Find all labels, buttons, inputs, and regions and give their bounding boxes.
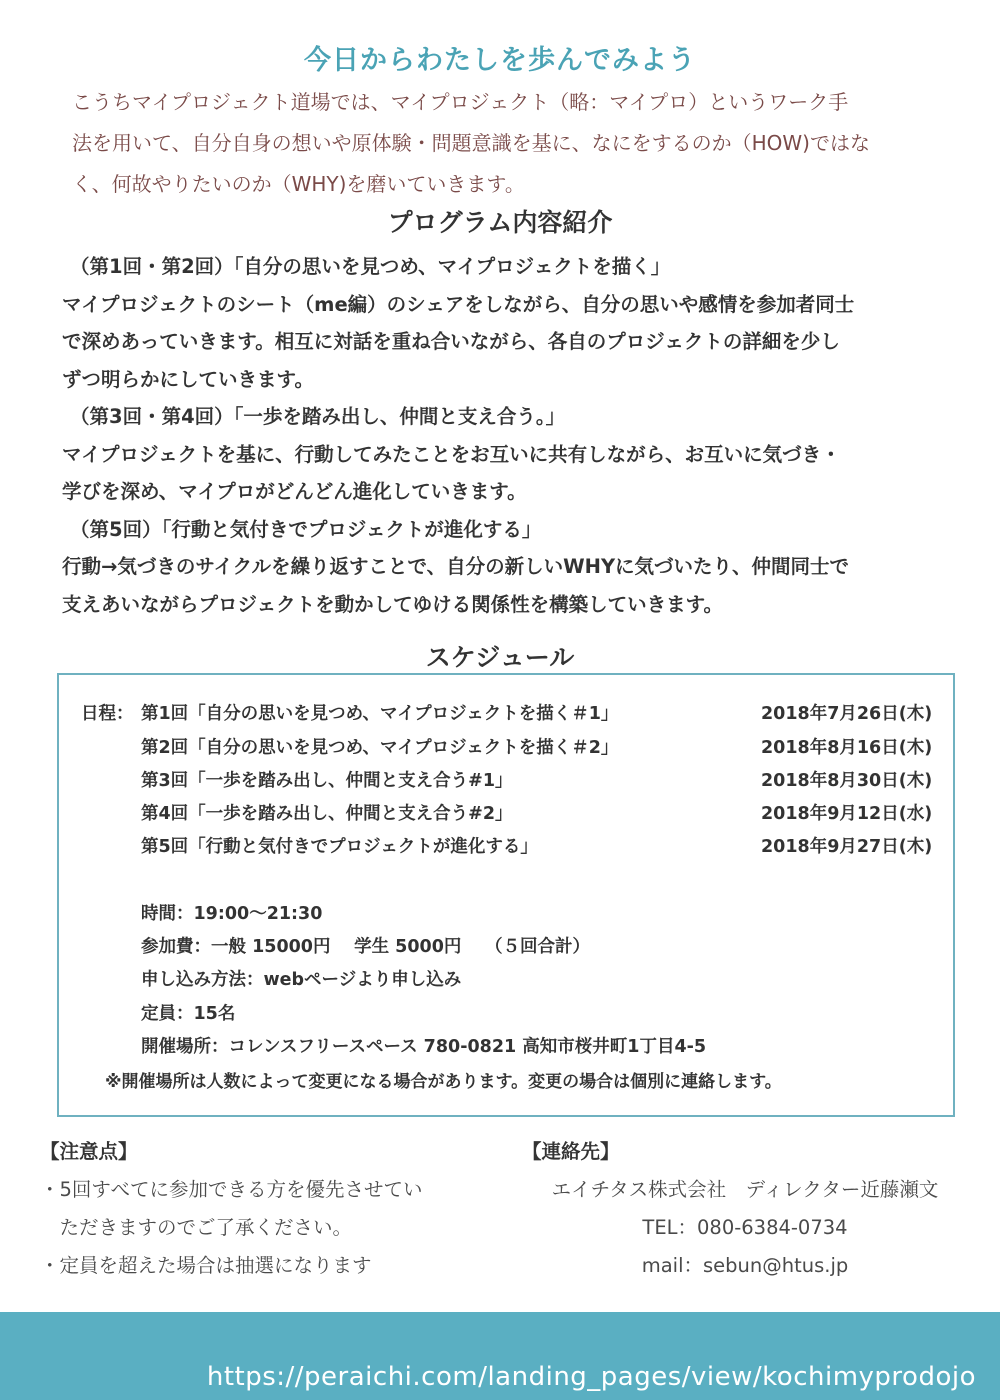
contact-mail: mail：sebun@htus.jp bbox=[641, 1254, 849, 1277]
session-title: （第3回・第4回）「一歩を踏み出し、仲間と支え合う。」 bbox=[70, 405, 566, 428]
contact-tel: TEL：080-6384-0734 bbox=[642, 1216, 848, 1239]
schedule-row bbox=[141, 700, 941, 725]
notes-line: ・5回すべてに参加できる方を優先させてい bbox=[40, 1178, 423, 1201]
session-line: で深めあっていきます。相互に対話を重ね合いながら、各自のプロジェクトの詳細を少し bbox=[62, 330, 840, 353]
schedule-date: 2018年8月16日(木) bbox=[761, 738, 933, 758]
schedule-session: 第5回「行動と気付きでプロジェクトが進化する」 bbox=[141, 837, 538, 857]
schedule-row bbox=[141, 734, 941, 759]
info-venue: 開催場所：コレンスフリースペース 780-0821 高知市桜井町1丁目4-5 bbox=[141, 1037, 707, 1057]
schedule-label: 日程： bbox=[81, 704, 134, 724]
footer-bar bbox=[0, 1312, 1000, 1400]
notes-section bbox=[40, 1133, 500, 1285]
notes-line: ただきますのでご了承ください。 bbox=[40, 1216, 353, 1239]
intro-line: く、何故やりたいのか（WHY)を磨いていきます。 bbox=[72, 172, 525, 196]
schedule-row bbox=[141, 833, 941, 858]
intro-line: 法を用いて、自分自身の想いや原体験・問題意識を基に、なにをするのか（HOW)ではな bbox=[72, 131, 870, 155]
schedule-session: 第1回「自分の思いを見つめ、マイプロジェクトを描く＃1」 bbox=[141, 704, 619, 724]
session-line: マイプロジェクトのシート（me編）のシェアをしながら、自分の思いや感情を参加者同士 bbox=[62, 292, 855, 316]
session-title: （第5回）「行動と気付きでプロジェクトが進化する」 bbox=[70, 517, 542, 541]
contact-org: エイチタス株式会社 ディレクター近藤瀬文 bbox=[551, 1178, 939, 1201]
schedule-date: 2018年9月27日(木) bbox=[761, 837, 933, 857]
schedule-session: 第2回「自分の思いを見つめ、マイプロジェクトを描く＃2」 bbox=[141, 738, 619, 758]
notes-line: ・定員を超えた場合は抽選になります bbox=[40, 1254, 372, 1277]
intro-text bbox=[72, 82, 952, 205]
info-capacity: 定員：15名 bbox=[141, 1004, 236, 1024]
contact-section bbox=[510, 1133, 980, 1285]
session-title: （第1回・第2回）「自分の思いを見つめ、マイプロジェクトを描く」 bbox=[70, 255, 671, 278]
program-section bbox=[62, 248, 962, 623]
info-time: 時間：19:00〜21:30 bbox=[141, 904, 323, 924]
session-line: 支えあいながらプロジェクトを動かしてゆける関係性を構築していきます。 bbox=[62, 592, 724, 616]
intro-line: こうちマイプロジェクト道場では、マイプロジェクト（略：マイプロ）というワーク手 bbox=[72, 90, 849, 114]
schedule-row bbox=[141, 800, 941, 825]
page-title: 今日からわたしを歩んでみよう bbox=[304, 45, 696, 76]
schedule-date: 2018年9月12日(水) bbox=[761, 804, 933, 824]
session-line: 行動→気づきのサイクルを繰り返すことで、自分の新しいWHYに気づいたり、仲間同士で bbox=[62, 555, 850, 578]
info-fee: 参加費：一般 15000円 学生 5000円 （５回合計） bbox=[141, 937, 590, 957]
schedule-heading: スケジュール bbox=[425, 643, 575, 672]
schedule-date: 2018年8月30日(木) bbox=[761, 771, 933, 791]
program-heading: プログラム内容紹介 bbox=[387, 208, 613, 237]
venue-note: ※開催場所は人数によって変更になる場合があります。変更の場合は個別に連絡します。 bbox=[105, 1072, 782, 1092]
session-line: 学びを深め、マイプロがどんどん進化していきます。 bbox=[62, 480, 527, 503]
schedule-box bbox=[57, 673, 955, 1117]
notes-heading: 【注意点】 bbox=[40, 1140, 138, 1163]
session-line: マイプロジェクトを基に、行動してみたことをお互いに共有しながら、お互いに気づき・ bbox=[62, 442, 841, 466]
schedule-date: 2018年7月26日(木) bbox=[761, 704, 933, 724]
schedule-session: 第3回「一歩を踏み出し、仲間と支え合う#1」 bbox=[141, 771, 513, 791]
contact-heading: 【連絡先】 bbox=[522, 1140, 620, 1163]
info-apply: 申し込み方法：webページより申し込み bbox=[141, 970, 462, 990]
footer-url[interactable]: https://peraichi.com/landing_pages/view/kochimyprodojo bbox=[206, 1362, 976, 1392]
schedule-session: 第4回「一歩を踏み出し、仲間と支え合う#2」 bbox=[141, 804, 513, 824]
session-line: ずつ明らかにしていきます。 bbox=[62, 367, 314, 391]
schedule-row bbox=[141, 767, 941, 792]
